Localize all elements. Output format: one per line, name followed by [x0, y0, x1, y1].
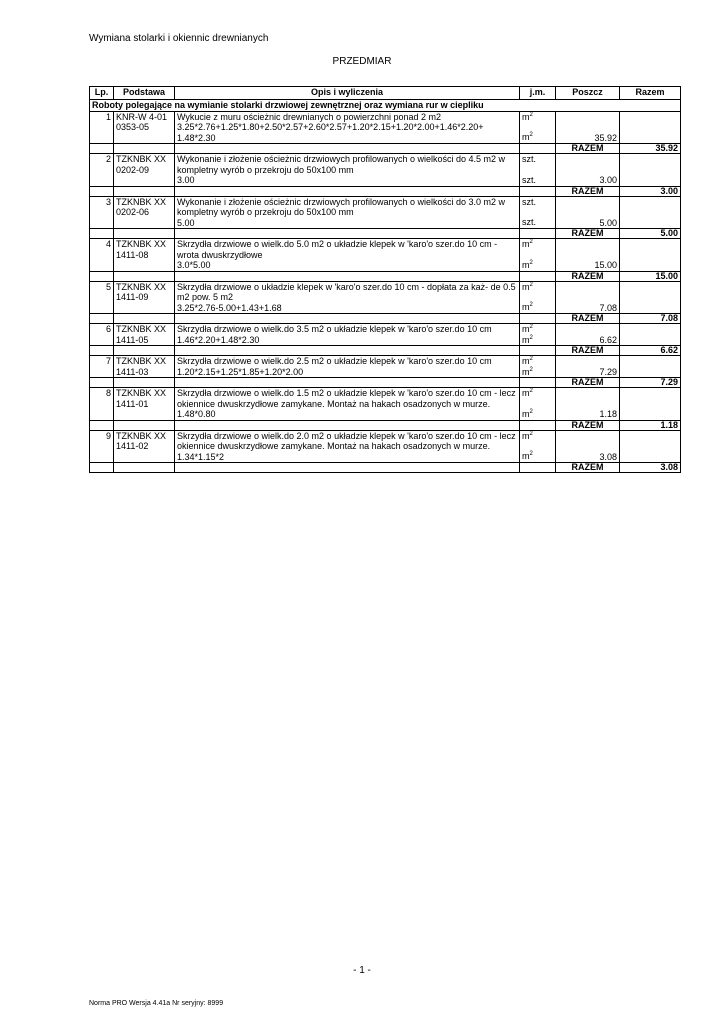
razem-row: [90, 229, 681, 239]
item-poszcz: 5.00: [556, 196, 620, 229]
razem-value: 7.29: [620, 378, 681, 388]
razem-label: RAZEM: [556, 186, 620, 196]
razem-empty-cell: [114, 271, 175, 281]
page-number: - 1 -: [353, 965, 371, 976]
item-lp: 8: [90, 388, 114, 421]
razem-empty-cell: [114, 229, 175, 239]
razem-value: 3.00: [620, 186, 681, 196]
item-unit: [520, 430, 556, 463]
razem-empty-cell: [175, 463, 520, 473]
item-unit: [520, 111, 556, 144]
razem-empty-cell: [520, 229, 556, 239]
item-opis: [175, 239, 520, 272]
column-header-opis: Opis i wyliczenia: [175, 87, 520, 100]
document-title: Wymiana stolarki i okiennic drewnianych: [89, 33, 269, 44]
item-unit-bottom: $m^2$: [522, 334, 533, 345]
razem-label: RAZEM: [556, 420, 620, 430]
item-razem-empty: [620, 281, 681, 314]
razem-empty-cell: [114, 378, 175, 388]
razem-empty-cell: [114, 186, 175, 196]
item-podstawa: TZKNBK XX 1411-05: [114, 324, 175, 346]
item-razem-empty: [620, 154, 681, 187]
item-unit: [520, 154, 556, 187]
item-razem-empty: [620, 196, 681, 229]
column-header-lp: Lp.: [90, 87, 114, 100]
item-unit-top: $m^2$: [522, 324, 533, 334]
item-unit-bottom: $m^2$: [522, 302, 533, 312]
table-row: [90, 239, 681, 272]
item-poszcz: 1.18: [556, 388, 620, 421]
razem-empty-cell: [520, 378, 556, 388]
item-lp: 1: [90, 111, 114, 144]
razem-label: RAZEM: [556, 378, 620, 388]
item-unit-bottom: $m^2$: [522, 259, 533, 270]
item-poszcz: 7.08: [556, 281, 620, 314]
razem-empty-cell: [520, 463, 556, 473]
razem-row: [90, 378, 681, 388]
item-unit-top: szt.: [522, 154, 537, 164]
razem-empty-cell: [114, 144, 175, 154]
item-unit-top: $m^2$: [522, 281, 533, 292]
item-opis: [175, 388, 520, 421]
razem-empty-cell: [175, 271, 520, 281]
razem-label: RAZEM: [556, 144, 620, 154]
item-podstawa: TZKNBK XX 0202-06: [114, 196, 175, 229]
item-razem-empty: [620, 111, 681, 144]
razem-empty-cell: [90, 271, 114, 281]
item-opis: [175, 430, 520, 463]
razem-label: RAZEM: [556, 271, 620, 281]
item-opis: [175, 324, 520, 346]
table-row: [90, 196, 681, 229]
column-header-razem: Razem: [620, 87, 681, 100]
item-podstawa: TZKNBK XX 1411-08: [114, 239, 175, 272]
item-unit: [520, 281, 556, 314]
razem-empty-cell: [90, 463, 114, 473]
razem-value: 15.00: [620, 271, 681, 281]
razem-empty-cell: [90, 144, 114, 154]
razem-label: RAZEM: [556, 229, 620, 239]
item-description: Skrzydła drzwiowe o wielk.do 5.0 m2 o układzie klepek w 'karo'o szer.do 10 cm - wrota dwuskrzydłowe: [177, 239, 498, 260]
razem-row: [90, 420, 681, 430]
razem-value: 3.08: [620, 463, 681, 473]
item-podstawa: KNR-W 4-01 0353-05: [114, 111, 175, 144]
item-razem-empty: [620, 388, 681, 421]
item-lp: 6: [90, 324, 114, 346]
item-unit: [520, 356, 556, 378]
item-unit-bottom: $m^2$: [522, 132, 533, 142]
item-description: Wykucie z muru ościeżnic drewnianych o powierzchni ponad 2 m2: [177, 111, 442, 122]
item-calculation: 1.46*2.20+1.48*2.30: [177, 334, 260, 345]
item-podstawa: TZKNBK XX 1411-01: [114, 388, 175, 421]
item-calculation: 3.25*2.76+1.25*1.80+2.50*2.57+2.60*2.57+1.20*2.15+1.20*2.00+1.46*2.20+ 1.48*2.30: [177, 122, 484, 143]
przedmiar-table: [89, 86, 681, 473]
item-unit-bottom: $m^2$: [522, 408, 533, 419]
razem-empty-cell: [114, 346, 175, 356]
table-row: [90, 430, 681, 463]
razem-empty-cell: [175, 144, 520, 154]
item-description: Wykonanie i złożenie ościeżnic drzwiowych profilowanych o wielkości do 3.0 m2 w kompletny wyrób o przekroju do 50x100 mm: [177, 196, 506, 217]
item-poszcz: 6.62: [556, 324, 620, 346]
item-calculation: 3.0*5.00: [177, 260, 211, 270]
item-podstawa: TZKNBK XX 1411-03: [114, 356, 175, 378]
item-description: Skrzydła drzwiowe o wielk.do 2.5 m2 o układzie klepek w 'karo'o szer.do 10 cm: [177, 356, 492, 366]
item-calculation: 3.25*2.76-5.00+1.43+1.68: [177, 302, 282, 313]
razem-empty-cell: [175, 186, 520, 196]
razem-row: [90, 271, 681, 281]
razem-empty-cell: [520, 314, 556, 324]
table-row: [90, 154, 681, 187]
razem-value: 5.00: [620, 229, 681, 239]
item-poszcz: 3.00: [556, 154, 620, 187]
razem-value: 35.92: [620, 144, 681, 154]
item-podstawa: TZKNBK XX 0202-09: [114, 154, 175, 187]
razem-empty-cell: [114, 463, 175, 473]
item-poszcz: 3.08: [556, 430, 620, 463]
razem-row: [90, 314, 681, 324]
razem-label: RAZEM: [556, 346, 620, 356]
page-title: PRZEDMIAR: [332, 56, 392, 67]
item-unit-bottom: szt.: [522, 217, 537, 227]
item-unit: [520, 196, 556, 229]
razem-empty-cell: [520, 420, 556, 430]
item-unit: [520, 388, 556, 421]
razem-value: 7.08: [620, 314, 681, 324]
razem-row: [90, 346, 681, 356]
item-unit-top: $m^2$: [522, 356, 533, 366]
razem-empty-cell: [175, 420, 520, 430]
item-opis: [175, 356, 520, 378]
item-poszcz: 15.00: [556, 239, 620, 272]
item-opis: [175, 196, 520, 229]
razem-label: RAZEM: [556, 314, 620, 324]
item-opis: [175, 154, 520, 187]
column-header-jm: j.m.: [520, 87, 556, 100]
razem-value: 6.62: [620, 346, 681, 356]
table-row: [90, 111, 681, 144]
razem-empty-cell: [90, 420, 114, 430]
item-calculation: 3.00: [177, 175, 195, 185]
razem-empty-cell: [114, 420, 175, 430]
item-razem-empty: [620, 239, 681, 272]
item-razem-empty: [620, 430, 681, 463]
item-unit-top: $m^2$: [522, 111, 533, 122]
razem-value: 1.18: [620, 420, 681, 430]
razem-empty-cell: [175, 346, 520, 356]
item-lp: 2: [90, 154, 114, 187]
razem-empty-cell: [114, 314, 175, 324]
column-header-poszcz: Poszcz: [556, 87, 620, 100]
item-description: Wykonanie i złożenie ościeżnic drzwiowych profilowanych o wielkości do 4.5 m2 w kompletny wyrób o przekroju do 50x100 mm: [177, 154, 506, 175]
razem-row: [90, 463, 681, 473]
item-calculation: 1.34*1.15*2: [177, 451, 225, 462]
razem-row: [90, 186, 681, 196]
item-lp: 7: [90, 356, 114, 378]
item-unit-top: $m^2$: [522, 388, 533, 398]
item-unit-bottom: szt.: [522, 174, 537, 185]
item-opis: [175, 281, 520, 314]
item-calculation: 1.48*0.80: [177, 409, 216, 419]
razem-label: RAZEM: [556, 463, 620, 473]
item-unit-bottom: $m^2$: [522, 451, 533, 461]
razem-empty-cell: [90, 186, 114, 196]
item-opis: [175, 111, 520, 144]
razem-empty-cell: [520, 144, 556, 154]
item-lp: 9: [90, 430, 114, 463]
razem-empty-cell: [175, 314, 520, 324]
razem-empty-cell: [520, 186, 556, 196]
item-calculation: 1.20*2.15+1.25*1.85+1.20*2.00: [177, 366, 304, 377]
razem-row: [90, 144, 681, 154]
software-footer: Norma PRO Wersja 4.41a Nr seryjny: 8999: [89, 1000, 224, 1007]
item-podstawa: TZKNBK XX 1411-02: [114, 430, 175, 463]
razem-empty-cell: [175, 378, 520, 388]
razem-empty-cell: [90, 346, 114, 356]
table-row: [90, 281, 681, 314]
section-title: Roboty polegające na wymianie stolarki drzwiowej zewnętrznej oraz wymiana rur w ciepliku: [90, 100, 681, 112]
item-description: Skrzydła drzwiowe o układzie klepek w 'karo'o szer.do 10 cm - dopłata za każ- de 0.5 m2 pow. 5 m2: [177, 281, 516, 302]
razem-empty-cell: [90, 314, 114, 324]
item-razem-empty: [620, 324, 681, 346]
item-lp: 3: [90, 196, 114, 229]
item-description: Skrzydła drzwiowe o wielk.do 2.0 m2 o układzie klepek w 'karo'o szer.do 10 cm - lecz okiennice dwuskrzydłowe zamykane. Montaż na hakach osadzonych w murze.: [177, 430, 516, 451]
item-poszcz: 35.92: [556, 111, 620, 144]
table-row: [90, 356, 681, 378]
item-description: Skrzydła drzwiowe o wielk.do 3.5 m2 o układzie klepek w 'karo'o szer.do 10 cm: [177, 324, 492, 334]
item-unit-top: $m^2$: [522, 430, 533, 441]
razem-empty-cell: [520, 271, 556, 281]
item-poszcz: 7.29: [556, 356, 620, 378]
item-unit: [520, 324, 556, 346]
table-row: [90, 388, 681, 421]
item-podstawa: TZKNBK XX 1411-09: [114, 281, 175, 314]
item-lp: 4: [90, 239, 114, 272]
item-unit-top: $m^2$: [522, 239, 533, 249]
item-lp: 5: [90, 281, 114, 314]
table-row: [90, 324, 681, 346]
item-calculation: 5.00: [177, 217, 195, 228]
section-row: [90, 100, 681, 112]
item-description: Skrzydła drzwiowe o wielk.do 1.5 m2 o układzie klepek w 'karo'o szer.do 10 cm - lecz okiennice dwuskrzydłowe zamykane. Montaż na hakach osadzonych w murze.: [177, 388, 516, 409]
column-header-podstawa: Podstawa: [114, 87, 175, 100]
item-unit-bottom: $m^2$: [522, 366, 533, 377]
table-header-row: [90, 87, 681, 100]
item-razem-empty: [620, 356, 681, 378]
razem-empty-cell: [520, 346, 556, 356]
item-unit-top: szt.: [522, 196, 537, 207]
item-unit: [520, 239, 556, 272]
razem-empty-cell: [175, 229, 520, 239]
razem-empty-cell: [90, 378, 114, 388]
razem-empty-cell: [90, 229, 114, 239]
